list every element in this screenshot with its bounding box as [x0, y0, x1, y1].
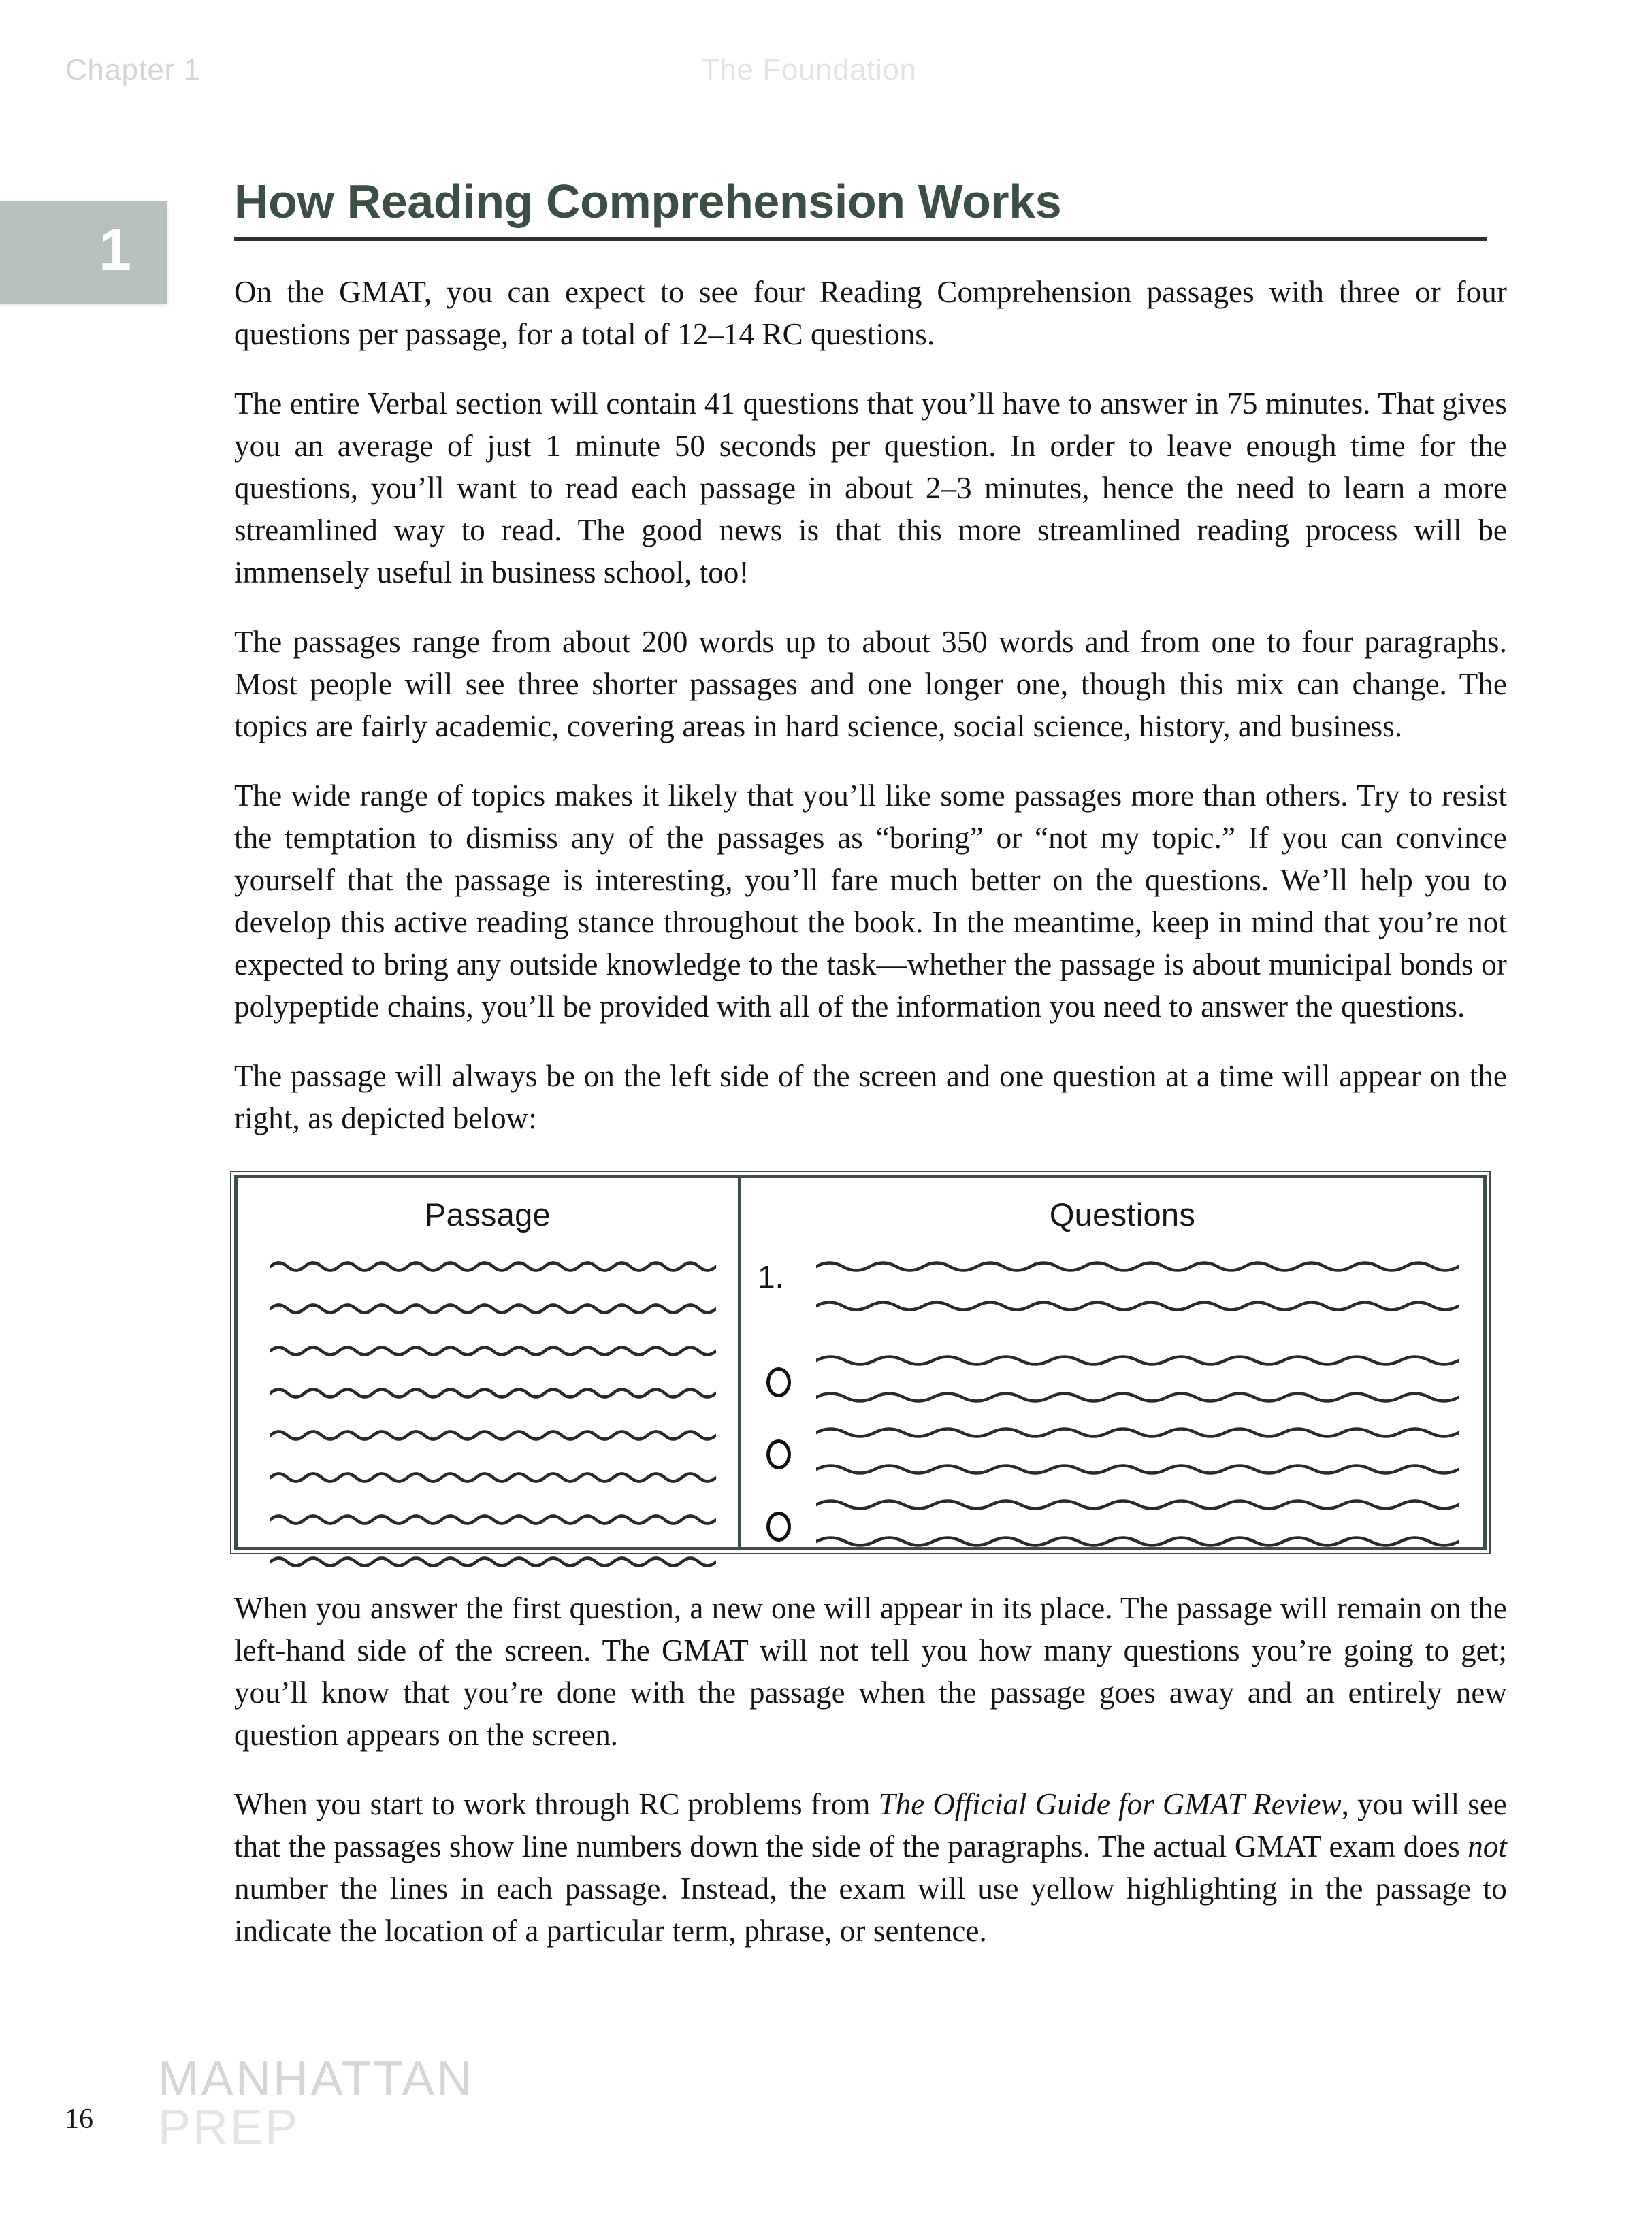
squiggle-line [270, 1252, 716, 1279]
paragraph-7-text-c: number the lines in each passage. Instead, the exam will use yellow highlighting in the passage to indicate the location of a particular term, phrase, or sentence. [234, 1871, 1507, 1948]
paragraph-7-italic-title: The Official Guide for GMAT Review [878, 1787, 1342, 1821]
gmat-screen-diagram [234, 1175, 1487, 1550]
paragraph-7-text-b: , you will see that the passages show line numbers down the side of the paragraphs. The actual GMAT exam does [234, 1787, 1507, 1863]
paragraph-7 [234, 1783, 1507, 1952]
paragraph-5: The passage will always be on the left side of the screen and one question at a time will appear on the right, as depicted below: [234, 1058, 1507, 1135]
question-number-label: 1. [758, 1258, 784, 1294]
spacer [234, 1756, 1507, 1783]
publisher-logo-line-1: MANHATTAN [158, 2052, 474, 2106]
paragraph-4: The wide range of topics makes it likely that you’ll like some passages more than others. Try to resist the temptation to dismiss any of the passages as “boring” or “not my topic.” If you can convince yourself that the passage is interesting, you’ll fare much better on the questions. We’ll help you to develop this active reading stance throughout the book. In the meantime, keep in mind that you’re not expected to bring any outside knowledge to the task—whether the passage is about municipal bonds or polypeptide chains, you’ll be provided with all of the information you need to answer the questions. [234, 778, 1507, 1024]
paragraph-1: On the GMAT, you can expect to see four Reading Comprehension passages with three or four questions per passage, for a total of 12–14 RC questions. [234, 274, 1507, 351]
radio-button-icon[interactable] [741, 1367, 816, 1397]
running-head-section-label: The Foundation [701, 53, 917, 86]
answer-choice-list [741, 1348, 1459, 1565]
answer-choice-squiggle-lines [816, 1346, 1459, 1419]
squiggle-line [270, 1463, 716, 1490]
squiggle-line [270, 1505, 716, 1532]
spacer [234, 1028, 1507, 1055]
answer-choice-row[interactable] [741, 1348, 1459, 1416]
answer-choice-squiggle-lines [816, 1418, 1459, 1491]
squiggle-line [816, 1454, 1459, 1482]
spacer [234, 593, 1507, 621]
squiggle-line [816, 1418, 1459, 1445]
answer-choice-row[interactable] [741, 1420, 1459, 1488]
page-number: 16 [65, 2104, 93, 2135]
squiggle-line [816, 1291, 1459, 1318]
answer-choice-row[interactable] [741, 1493, 1459, 1561]
squiggle-line [816, 1490, 1459, 1517]
passage-pane-title: Passage [424, 1196, 551, 1233]
publisher-logo-line-2: PREP [158, 2100, 300, 2155]
squiggle-line [816, 1382, 1459, 1409]
questions-pane-title: Questions [1049, 1196, 1196, 1233]
spacer [234, 241, 1507, 271]
paragraph-3: The passages range from about 200 words up to about 350 words and from one to four paragraphs. Most people will see three shorter passages and one longer one, though this mix can change. The topics are fairly academic, covering areas in hard science, social science, history, and business. [234, 624, 1507, 743]
chapter-tab [0, 201, 167, 304]
publisher-logo [158, 2052, 474, 2155]
squiggle-line [816, 1252, 1459, 1279]
chapter-tab-number: 1 [99, 217, 131, 282]
squiggle-line [816, 1346, 1459, 1373]
passage-pane [238, 1178, 741, 1547]
questions-pane [741, 1178, 1483, 1547]
question-stem-squiggle-lines [816, 1252, 1459, 1331]
squiggle-line [270, 1336, 716, 1363]
answer-choice-squiggle-lines [816, 1490, 1459, 1563]
page-title: How Reading Comprehension Works [234, 175, 1062, 228]
paragraph-7-text-a: When you start to work through RC problems from [234, 1787, 879, 1821]
squiggle-line [816, 1527, 1459, 1554]
squiggle-line [270, 1420, 716, 1448]
radio-button-icon[interactable] [741, 1512, 816, 1542]
paragraph-7-italic-not: not [1468, 1829, 1507, 1863]
radio-button-icon[interactable] [741, 1439, 816, 1469]
paragraph-2: The entire Verbal section will contain 41 questions that you’ll have to answer in 75 minutes. That gives you an average of just 1 minute 50 seconds per question. In order to leave enough time for the questions, you’ll want to read each passage in about 2–3 minutes, hence the need to learn a more streamlined way to read. The good news is that this more streamlined reading process will be immensely useful in business school, too! [234, 386, 1507, 589]
running-head-chapter-label: Chapter 1 [65, 53, 201, 86]
spacer [234, 747, 1507, 774]
squiggle-line [270, 1547, 716, 1574]
squiggle-line [270, 1378, 716, 1405]
squiggle-line [270, 1294, 716, 1321]
paragraph-6: When you answer the first question, a new one will appear in its place. The passage will remain on the left-hand side of the screen. The GMAT will not tell you how many questions you’re going to get; you’ll know that you’re done with the passage when the passage goes away and an entirely new question appears on the screen. [234, 1591, 1507, 1752]
passage-squiggle-lines [270, 1252, 716, 1589]
page-content [234, 0, 1507, 1952]
spacer [234, 355, 1507, 382]
